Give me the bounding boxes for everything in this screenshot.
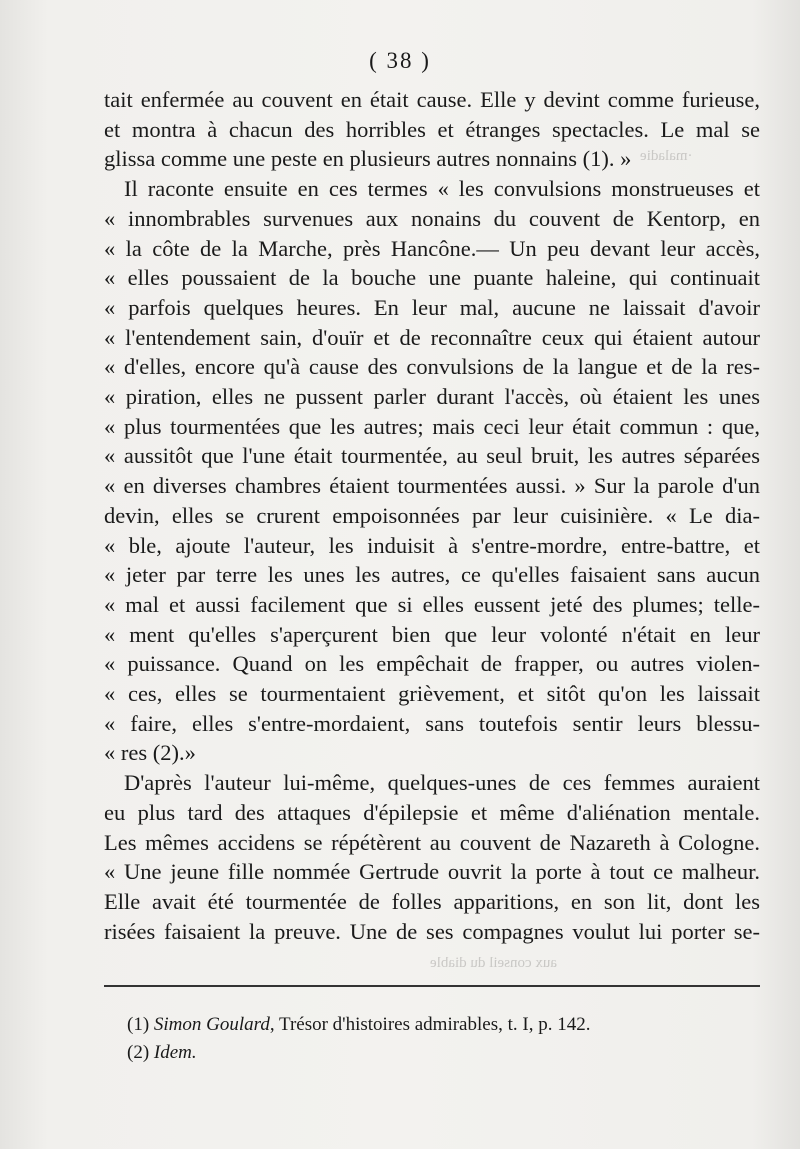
- text-line: « elles poussaient de la bouche une puante haleine, qui continuait: [104, 265, 760, 291]
- footnote-1: [127, 1013, 590, 1037]
- footnote-author: Idem.: [153, 1042, 197, 1063]
- text-line: « aussitôt que l'une était tourmentée, au seul bruit, les autres séparées: [104, 443, 760, 469]
- text-line: « d'elles, encore qu'à cause des convulsions de la langue et de la res-: [104, 354, 760, 380]
- footnote-author: Simon Goulard: [153, 1014, 270, 1035]
- footnote-number: (2): [127, 1042, 150, 1063]
- text-line: tait enfermée au couvent en était cause. Elle y devint comme furieuse,: [104, 87, 760, 112]
- text-line: eu plus tard des attaques d'épilepsie et même d'aliénation mentale.: [104, 799, 760, 825]
- text-line: « jeter par terre les unes les autres, ce qu'elles faisaient sans aucun: [104, 562, 760, 588]
- show-through-text: aux conseil du diable: [430, 955, 558, 971]
- text-line: « res (2).»: [104, 740, 196, 766]
- text-line: glissa comme une peste en plusieurs autres nonnains (1). »: [104, 146, 632, 172]
- text-line: Les mêmes accidens se répétèrent au couvent de Nazareth à Cologne.: [104, 829, 760, 855]
- page-number: ( 38 ): [369, 48, 431, 73]
- text-line: « puissance. Quand on les empêchait de frapper, ou autres violen-: [104, 651, 760, 677]
- text-line: Elle avait été tourmentée de folles apparitions, en son lit, dont les: [104, 888, 760, 914]
- text-line: D'après l'auteur lui-même, quelques-unes de ces femmes auraient: [124, 770, 760, 796]
- text-line: « Une jeune fille nommée Gertrude ouvrit la porte à tout ce malheur.: [104, 859, 760, 885]
- footnote-2: [127, 1041, 197, 1065]
- text-line: Il raconte ensuite en ces termes « les convulsions monstrueuses et: [124, 176, 760, 202]
- show-through-text: ·maladie: [640, 148, 693, 164]
- text-line: risées faisaient la preuve. Une de ses compagnes voulut lui porter se-: [104, 918, 760, 944]
- text-line: et montra à chacun des horribles et étranges spectacles. Le mal se: [104, 116, 760, 142]
- text-line: devin, elles se crurent empoisonnées par leur cuisinière. « Le dia-: [104, 502, 760, 528]
- footnote-number: (1): [127, 1014, 150, 1035]
- text-line: « ces, elles se tourmentaient grièvement, et sitôt qu'on les laissait: [104, 681, 760, 706]
- text-line: « ment qu'elles s'aperçurent bien que leur volonté n'était en leur: [104, 621, 760, 647]
- text-line: « l'entendement sain, d'ouïr et de reconnaître ceux qui étaient autour: [104, 324, 760, 350]
- footnote-text: , Trésor d'histoires admirables, t. I, p. 142.: [269, 1014, 591, 1035]
- footnote-rule: [104, 985, 760, 987]
- text-line: « faire, elles s'entre-mordaient, sans toutefois sentir leurs blessu-: [104, 710, 760, 736]
- text-line: « en diverses chambres étaient tourmentées aussi. » Sur la parole d'un: [104, 473, 760, 499]
- text-line: « piration, elles ne pussent parler durant l'accès, où étaient les unes: [104, 384, 760, 409]
- text-line: « plus tourmentées que les autres; mais ceci leur était commun : que,: [104, 413, 760, 439]
- text-line: « mal et aussi facilement que si elles eussent jeté des plumes; telle-: [104, 591, 760, 617]
- text-line: « la côte de la Marche, près Hancône.— Un peu devant leur accès,: [104, 235, 760, 261]
- text-line: « innombrables survenues aux nonains du couvent de Kentorp, en: [104, 205, 760, 231]
- text-line: « ble, ajoute l'auteur, les induisit à s'entre-mordre, entre-battre, et: [104, 532, 760, 558]
- text-line: « parfois quelques heures. En leur mal, aucune ne laissait d'avoir: [104, 294, 760, 320]
